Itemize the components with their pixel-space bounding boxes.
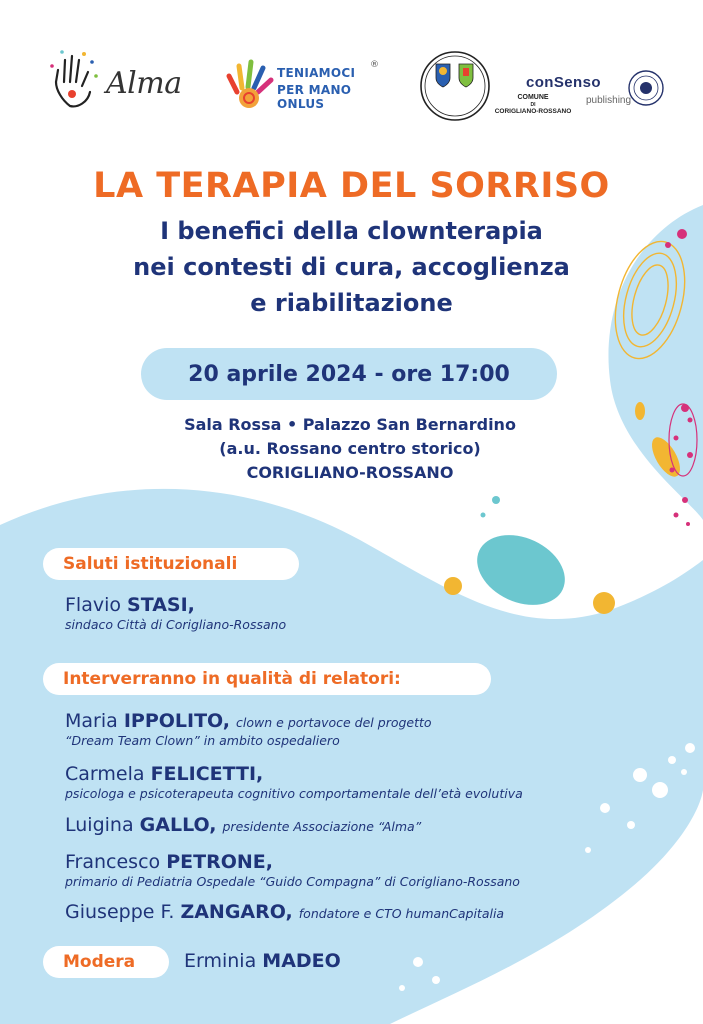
yellow-dot — [444, 577, 462, 595]
speaker-role: primario di Pediatria Ospedale “Guido Compagna” di Corigliano-Rossano — [65, 874, 520, 889]
saluti-person — [65, 594, 286, 633]
teal-dot — [492, 496, 500, 504]
consenso-logo — [526, 70, 666, 114]
speaker-last-name: GALLO, — [139, 814, 217, 836]
event-date-text: 20 aprile 2024 - ore 17:00 — [188, 361, 510, 387]
section-label-text: Interverranno in qualità di relatori: — [63, 669, 401, 689]
speaker-last-name: IPPOLITO, — [123, 710, 230, 732]
consenso-sub: publishing — [586, 95, 632, 106]
hand-icon — [48, 48, 108, 112]
venue-line: (a.u. Rossano centro storico) — [219, 439, 481, 458]
alma-logo — [48, 48, 193, 112]
section-label-relatori — [43, 663, 491, 695]
moderator-last-name: MADEO — [262, 950, 341, 972]
speaker-first-name: Carmela — [65, 763, 145, 785]
speaker — [65, 851, 520, 890]
speaker-first-name: Giuseppe F. — [65, 901, 175, 923]
teniamoci-line1: TENIAMOCI — [277, 66, 356, 80]
speaker-name — [65, 814, 421, 836]
sun-hand-icon — [225, 58, 277, 110]
section-label-text: Saluti istituzionali — [63, 554, 238, 574]
teal-blob — [466, 522, 576, 619]
teniamoci-line2: PER MANO ONLUS — [277, 83, 352, 111]
subtitle-line: e riabilitazione — [250, 289, 453, 317]
person-name — [65, 594, 286, 616]
speaker-name — [65, 710, 432, 732]
event-title: LA TERAPIA DEL SORRISO — [93, 166, 610, 206]
speaker-first-name: Luigina — [65, 814, 134, 836]
teal-dot — [481, 513, 486, 518]
person-role: sindaco Città di Corigliano-Rossano — [65, 617, 287, 632]
subtitle-line: nei contesti di cura, accoglienza — [133, 253, 570, 281]
alma-wordmark: Alma — [106, 66, 182, 101]
subtitle-line: I benefici della clownterapia — [160, 217, 543, 245]
event-venue — [100, 413, 600, 485]
person-last-name: STASI, — [127, 594, 195, 616]
moderator-name — [184, 950, 341, 972]
registered-mark: ® — [370, 60, 379, 70]
event-subtitle — [60, 213, 643, 321]
comune-line1: COMUNE — [517, 94, 549, 101]
speaker-name — [65, 851, 520, 873]
speaker-role-inline: clown e portavoce del progetto — [236, 715, 432, 730]
speaker-name — [65, 763, 523, 785]
section-label-saluti — [43, 548, 299, 580]
speaker — [65, 901, 504, 923]
speaker-last-name: FELICETTI, — [150, 763, 264, 785]
section-label-text: Modera — [63, 952, 136, 972]
comune-line3: CORIGLIANO-ROSSANO — [494, 108, 572, 115]
municipal-seal-icon — [416, 50, 494, 122]
speaker-role: “Dream Team Clown” in ambito ospedaliero — [65, 733, 340, 748]
speaker-last-name: PETRONE, — [166, 851, 273, 873]
logos-row — [0, 40, 703, 120]
venue-line: CORIGLIANO-ROSSANO — [246, 463, 454, 482]
yellow-drop — [635, 402, 645, 420]
consenso-wordmark: conSenso — [526, 74, 601, 91]
speaker-role-inline: fondatore e CTO humanCapitalia — [298, 906, 505, 921]
speaker-last-name: ZANGARO, — [180, 901, 293, 923]
venue-line: Sala Rossa • Palazzo San Bernardino — [184, 415, 516, 434]
moderator-first-name: Erminia — [184, 950, 257, 972]
event-date — [141, 348, 557, 400]
comune-line2: DI — [530, 102, 536, 108]
section-label-modera — [43, 946, 169, 978]
yellow-dot — [593, 592, 615, 614]
speaker-first-name: Maria — [65, 710, 118, 732]
speaker-first-name: Francesco — [65, 851, 161, 873]
speaker — [65, 763, 523, 802]
speaker-role: psicologa e psicoterapeuta cognitivo comportamentale dell’età evolutiva — [65, 786, 523, 801]
speaker — [65, 814, 421, 836]
speaker-name — [65, 901, 504, 923]
speaker — [65, 710, 432, 749]
person-first-name: Flavio — [65, 594, 121, 616]
teniamoci-per-mano-logo — [225, 58, 385, 118]
university-seal-icon — [628, 70, 664, 106]
speaker-role-inline: presidente Associazione “Alma” — [222, 819, 422, 834]
